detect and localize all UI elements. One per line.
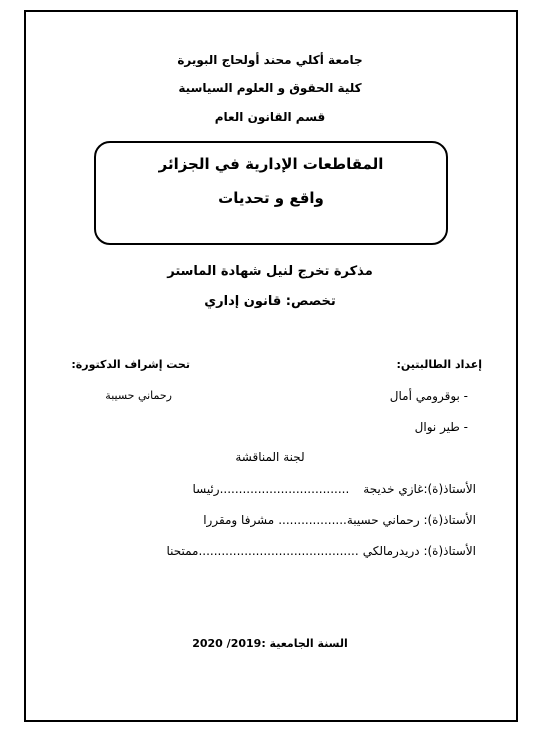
member-role: رئيسا: [192, 482, 220, 496]
member-role: ممتحنا: [166, 544, 199, 558]
member-dots: ..........................................: [198, 544, 359, 558]
department-name: قسم القانون العام: [214, 110, 326, 124]
member-name: الأستاذ(ة):غازي خديجة: [363, 482, 476, 496]
student-1: - بوقرومي أمال: [389, 389, 468, 403]
thesis-type: مذكرة تخرج لنيل شهادة الماستر: [167, 264, 373, 279]
member-name: الأستاذ(ة): رحماني حسيبة: [346, 513, 476, 527]
faculty-name: كلية الحقوق و العلوم السياسية: [178, 81, 362, 95]
member-dots: ..................................: [219, 482, 350, 496]
committee-member-2: [203, 513, 476, 527]
university-name: جامعة أكلي محند أولحاج البويرة: [177, 53, 363, 67]
supervisor-heading: تحت إشراف الدكتورة:: [71, 358, 190, 371]
academic-year: السنة الجامعية :2019/ 2020: [192, 637, 348, 650]
supervisor-name: رحماني حسيبة: [105, 389, 172, 402]
member-dots: ..................: [278, 513, 347, 527]
title-line-2: واقع و تحديات: [218, 189, 324, 207]
member-role: مشرفا ومقررا: [203, 513, 275, 527]
student-2: - طير نوال: [414, 420, 468, 434]
member-name: الأستاذ(ة): دريدرمالكي: [362, 544, 476, 558]
students-heading: إعداد الطالبتين:: [396, 358, 482, 371]
specialty: تخصص: قانون إداري: [204, 294, 336, 309]
committee-heading: لجنة المناقشة: [235, 450, 305, 464]
committee-member-1: [192, 482, 476, 496]
committee-member-3: [166, 544, 476, 558]
title-line-1: المقاطعات الإدارية في الجزائر: [158, 155, 384, 173]
title-box: [94, 141, 448, 245]
